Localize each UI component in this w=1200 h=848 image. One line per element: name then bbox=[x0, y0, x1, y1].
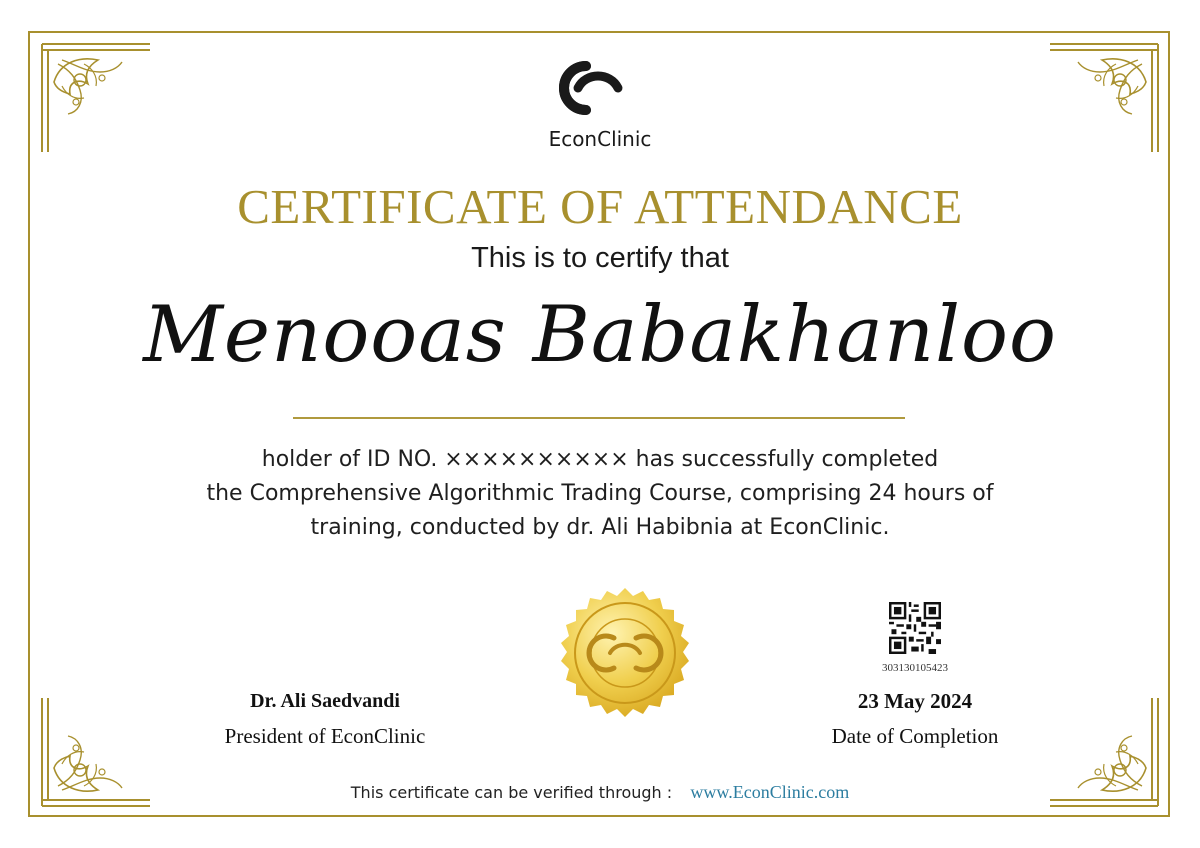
body-line: the Comprehensive Algorithmic Trading Course, comprising 24 hours of bbox=[206, 481, 994, 506]
signatory-name: Dr. Ali Saedvandi bbox=[250, 690, 400, 712]
completion-date-label: Date of Completion bbox=[831, 724, 999, 748]
verify-url-link[interactable]: www.EconClinic.com bbox=[690, 782, 850, 802]
verification-footer bbox=[0, 782, 1200, 803]
certify-line: This is to certify that bbox=[471, 242, 729, 274]
verify-label: This certificate can be verified through : bbox=[350, 783, 673, 802]
certificate-body bbox=[150, 443, 1050, 545]
signatory-role: President of EconClinic bbox=[224, 724, 426, 748]
econclinic-logo-icon bbox=[556, 58, 642, 118]
completion-date: 23 May 2024 bbox=[857, 689, 973, 713]
name-underline bbox=[293, 417, 905, 419]
body-line: training, conducted by dr. Ali Habibnia at EconClinic. bbox=[310, 515, 890, 540]
body-line: holder of ID NO. ×××××××××× has successfully completed bbox=[261, 447, 939, 472]
brand-name: EconClinic bbox=[548, 127, 652, 151]
certificate-title: CERTIFICATE OF ATTENDANCE bbox=[237, 179, 963, 234]
qr-code-number: 303130105423 bbox=[882, 662, 948, 674]
qr-code-icon bbox=[889, 602, 941, 654]
recipient-name: Menooas Babakhanloo bbox=[143, 290, 1057, 380]
gold-seal-icon bbox=[550, 586, 700, 732]
